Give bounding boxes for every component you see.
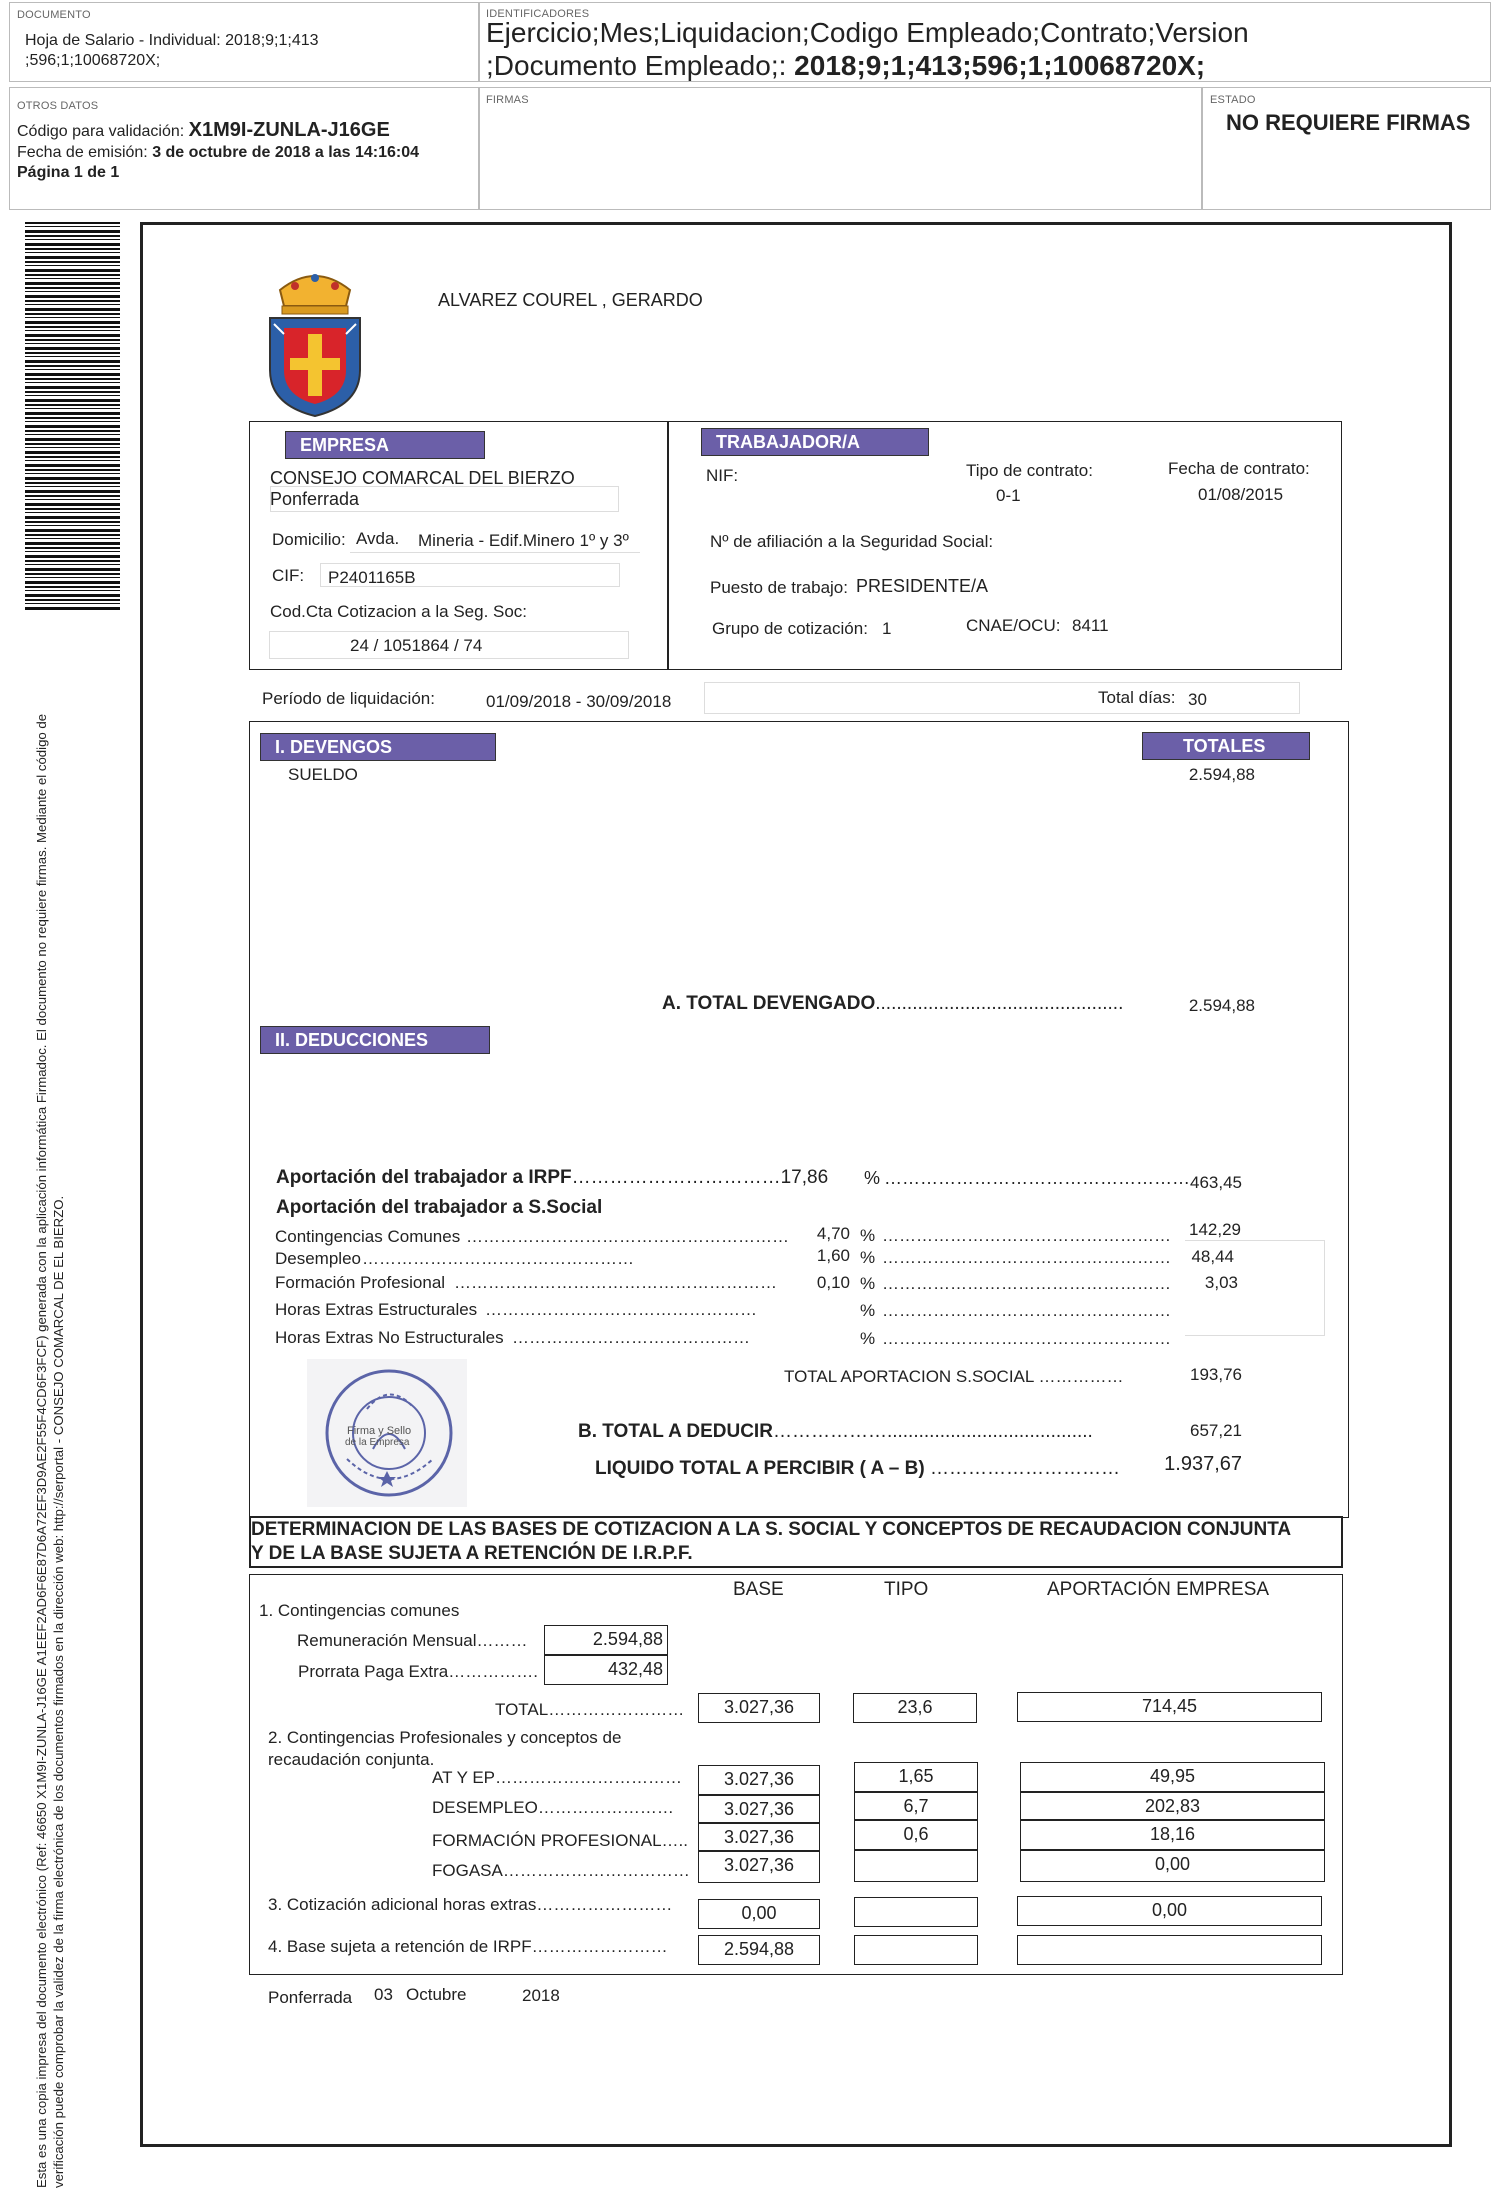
ded-row-label: Horas Extras No Estructurales [275, 1328, 504, 1347]
s4-base-cell: 2.594,88 [698, 1935, 820, 1965]
side-legal-line1: Esta es una copia impresa del documento electrónico (Ref: 46650 X1M9I-ZUNLA-J16GE A1EEF2AD6F6E87D6A72EF3D9AE2F55F4CD6F3FCF) generada con la aplicación informática Firmadoc. El documento no requiere firmas. Mediante el código de [34, 713, 49, 2188]
s2-row-aport: 202,83 [1020, 1792, 1325, 1820]
cnae-label: CNAE/OCU: [966, 616, 1061, 635]
documento-line2: ;596;1;10068720X; [25, 52, 161, 69]
pagina: Página 1 de 1 [17, 164, 120, 181]
s2-row-label: FORMACIÓN PROFESIONAL….. [432, 1831, 688, 1850]
s2-row-aport: 49,95 [1020, 1762, 1325, 1792]
s2-row-aport: 18,16 [1020, 1820, 1325, 1850]
ded-row-pct-sign: % [860, 1226, 876, 1245]
nif-label: NIF: [706, 466, 739, 485]
s2-row-base: 3.027,36 [698, 1823, 820, 1851]
col-aportacion-header: APORTACIÓN EMPRESA [1047, 1579, 1270, 1600]
footer-dia: 03 [374, 1985, 393, 2004]
identificadores-line2: ;Documento Empleado;: 2018;9;1;413;596;1;10068720X; [486, 50, 1206, 81]
periodo-underbox [704, 682, 1300, 714]
remuneracion-label: Remuneración Mensual……… [297, 1631, 528, 1650]
domicilio-label: Domicilio: [272, 530, 346, 549]
afiliacion-label: Nº de afiliación a la Seguridad Social: [710, 532, 994, 551]
cuenta-value: 24 / 1051864 / 74 [350, 636, 483, 655]
trabajador-label: TRABAJADOR/A [701, 428, 929, 456]
irpf-row: Aportación del trabajador a IRPF……………………………17,86 [276, 1167, 829, 1188]
periodo-value: 01/09/2018 - 30/09/2018 [486, 692, 672, 711]
identificadores-caption: IDENTIFICADORES [486, 8, 590, 20]
fecha-contrato-label: Fecha de contrato: [1168, 459, 1310, 478]
footer-mes: Octubre [406, 1985, 467, 2004]
ded-row-dots: ………………………………………………… [466, 1227, 789, 1246]
documento-line1: Hoja de Salario - Individual: 2018;9;1;413 [25, 32, 319, 49]
s2-row-tipo: 0,6 [854, 1820, 978, 1850]
total-aport-cell: 714,45 [1017, 1692, 1322, 1722]
s2-line2: recaudación conjunta. [268, 1750, 435, 1769]
sueldo-value: 2.594,88 [1188, 765, 1255, 784]
sueldo-label: SUELDO [288, 765, 358, 784]
grupo-label: Grupo de cotización: [712, 619, 868, 638]
cif-underbox [320, 563, 620, 587]
empresa-label: EMPRESA [285, 431, 485, 459]
domicilio-underbox [350, 552, 640, 555]
ded-row-dots: ………………………………………… [485, 1300, 757, 1319]
ded-row-label: Contingencias Comunes [275, 1227, 461, 1246]
total-base-cell: 3.027,36 [698, 1693, 820, 1723]
s2-row-label: FOGASA…………………………… [432, 1861, 690, 1880]
s2-row-base: 3.027,36 [698, 1795, 820, 1823]
total-tipo-cell: 23,6 [853, 1693, 977, 1723]
bases-title-1: DETERMINACION DE LAS BASES DE COTIZACION A LA S. SOCIAL Y CONCEPTOS DE RECAUDACION CONJUNTA [251, 1519, 1292, 1540]
ded-row-label: Desempleo [275, 1249, 361, 1268]
ded-row-pct-sign: % [860, 1301, 876, 1320]
prorrata-cell: 432,48 [544, 1655, 668, 1685]
identificadores-line1: Ejercicio;Mes;Liquidacion;Codigo Empleado;Contrato;Version [486, 17, 1249, 48]
s2-row-tipo: 1,65 [854, 1762, 978, 1792]
cif-value: P2401165B [328, 568, 416, 587]
footer-anio: 2018 [522, 1986, 560, 2005]
ded-row-value: 3,03 [1204, 1273, 1238, 1292]
documento-caption: DOCUMENTO [17, 9, 91, 21]
firmas-box [479, 87, 1202, 210]
s2-line1: 2. Contingencias Profesionales y conceptos de [268, 1728, 622, 1747]
ded-row-dots-right: …………………………………………… [882, 1226, 1171, 1245]
ded-row-pct: 0,10 [816, 1273, 850, 1292]
empresa-name-underbox [270, 486, 619, 512]
col-base-header: BASE [733, 1579, 784, 1600]
company-stamp [307, 1359, 467, 1507]
ded-row-pct: 4,70 [816, 1224, 850, 1243]
box-divider [667, 421, 669, 670]
employee-name: ALVAREZ COUREL , GERARDO [438, 290, 703, 310]
grupo-value: 1 [882, 619, 892, 638]
col-tipo-header: TIPO [884, 1579, 929, 1600]
deducciones-label: II. DEDUCCIONES [260, 1026, 490, 1054]
s3-aport-cell: 0,00 [1017, 1896, 1322, 1926]
ded-row-label: Horas Extras Estructurales [275, 1300, 478, 1319]
cuenta-label: Cod.Cta Cotizacion a la Seg. Soc: [270, 602, 528, 621]
puesto-value: PRESIDENTE/A [856, 576, 989, 596]
ded-row-value: 142,29 [1189, 1220, 1241, 1239]
ded-row-dots-right: …………………………………………… [882, 1248, 1171, 1267]
bases-title-2: Y DE LA BASE SUJETA A RETENCIÓN DE I.R.P.F. [251, 1543, 693, 1564]
s2-row-base: 3.027,36 [698, 1851, 820, 1883]
total-devengado: A. TOTAL DEVENGADO............................................... [662, 993, 1124, 1014]
tipo-contrato-label: Tipo de contrato: [966, 461, 1093, 480]
ded-row-dots: ………………………………………… [362, 1249, 634, 1268]
ded-row-pct: 1,60 [816, 1246, 850, 1265]
firmas-caption: FIRMAS [486, 94, 529, 106]
total-ss-row: TOTAL APORTACION S.SOCIAL …………… [784, 1367, 1124, 1386]
ded-row-pct-sign: % [860, 1329, 876, 1348]
ded-row-dots-right: …………………………………………… [882, 1329, 1171, 1348]
tipo-contrato-value: 0-1 [996, 486, 1021, 505]
value-grid-lines [1185, 1240, 1325, 1336]
liquido-value: 1.937,67 [1164, 1453, 1242, 1475]
ded-row-dots-right: …………………………………………… [882, 1301, 1171, 1320]
s4-aport-cell [1017, 1935, 1322, 1965]
total-label: TOTAL…………………… [495, 1700, 685, 1719]
irpf-dots-right: …………………………………………… [884, 1168, 1190, 1188]
s4-label: 4. Base sujeta a retención de IRPF…………………… [268, 1937, 668, 1956]
coat-of-arms-logo [250, 260, 380, 418]
s2-row-label: AT Y EP…………………………… [432, 1768, 683, 1787]
cnae-value: 8411 [1072, 616, 1109, 635]
dias-value: 30 [1188, 690, 1207, 709]
estado-caption: ESTADO [1210, 94, 1256, 106]
footer-lugar: Ponferrada [268, 1988, 353, 2007]
total-ss-value: 193,76 [1190, 1365, 1242, 1384]
ded-row-label: Formación Profesional [275, 1273, 446, 1292]
periodo-label: Período de liquidación: [262, 689, 435, 708]
cif-label: CIF: [272, 566, 305, 585]
ded-row-value: 48,44 [1191, 1247, 1234, 1266]
irpf-value: 463,45 [1190, 1173, 1242, 1192]
s2-row-base: 3.027,36 [698, 1765, 820, 1795]
ded-row-dots: ………………………………………………… [454, 1273, 777, 1292]
totales-label: TOTALES [1142, 732, 1310, 760]
side-legal-text [33, 668, 67, 2188]
fecha-contrato-value: 01/08/2015 [1198, 485, 1284, 504]
total-deducir-value: 657,21 [1190, 1421, 1242, 1440]
s2-row-tipo: 6,7 [854, 1792, 978, 1820]
cuenta-underbox [269, 631, 629, 659]
empresa-ciudad: Ponferrada [270, 489, 360, 509]
side-legal-line2: verificación puede comprobar la validez de la firma electrónica de los documentos firmados en la dirección web: http://serportal - CONSEJO COMARCAL DE EL BIERZO. [51, 1195, 66, 2188]
s3-tipo-cell [854, 1897, 978, 1927]
s3-base-cell: 0,00 [698, 1899, 820, 1929]
s3-label: 3. Cotización adicional horas extras…………………… [268, 1895, 673, 1914]
ss-label: Aportación del trabajador a S.Social [276, 1197, 603, 1218]
dias-label: Total días: [1098, 688, 1176, 707]
irpf-pct-sign: % [864, 1168, 881, 1188]
s2-row-aport: 0,00 [1020, 1850, 1325, 1882]
remuneracion-cell: 2.594,88 [544, 1625, 668, 1655]
ded-row-dots-right: …………………………………………… [882, 1274, 1171, 1293]
otros-caption: OTROS DATOS [17, 100, 99, 112]
domicilio-b: Mineria - Edif.Minero 1º y 3º [418, 531, 629, 550]
stamp-text-2: de la Empresa [345, 1437, 410, 1448]
liquido-row: LIQUIDO TOTAL A PERCIBIR ( A – B) ………………………… [595, 1458, 1120, 1479]
s2-row-tipo [854, 1850, 978, 1882]
ded-row-pct-sign: % [860, 1248, 876, 1267]
fecha-emision: Fecha de emisión: 3 de octubre de 2018 a las 14:16:04 [17, 144, 419, 161]
codigo-validacion: Código para validación: X1M9I-ZUNLA-J16GE [17, 119, 390, 141]
empresa-nombre: CONSEJO COMARCAL DEL BIERZO [270, 468, 575, 488]
s4-tipo-cell [854, 1935, 978, 1965]
stamp-text-1: Firma y Sello [347, 1425, 412, 1437]
estado-value: NO REQUIERE FIRMAS [1226, 110, 1471, 135]
devengos-label: I. DEVENGOS [260, 733, 496, 761]
s1-label: 1. Contingencias comunes [259, 1601, 460, 1620]
domicilio-a: Avda. [356, 529, 400, 548]
puesto-label: Puesto de trabajo: [710, 578, 848, 597]
total-devengado-value: 2.594,88 [1188, 996, 1255, 1015]
ded-row-pct-sign: % [860, 1274, 876, 1293]
total-deducir-row: B. TOTAL A DEDUCIR………………....................................... [578, 1421, 1093, 1442]
barcode [25, 222, 120, 610]
s2-row-label: DESEMPLEO…………………… [432, 1798, 674, 1817]
ded-row-dots: …………………………………… [512, 1328, 750, 1347]
prorrata-label: Prorrata Paga Extra……………. [298, 1662, 538, 1681]
